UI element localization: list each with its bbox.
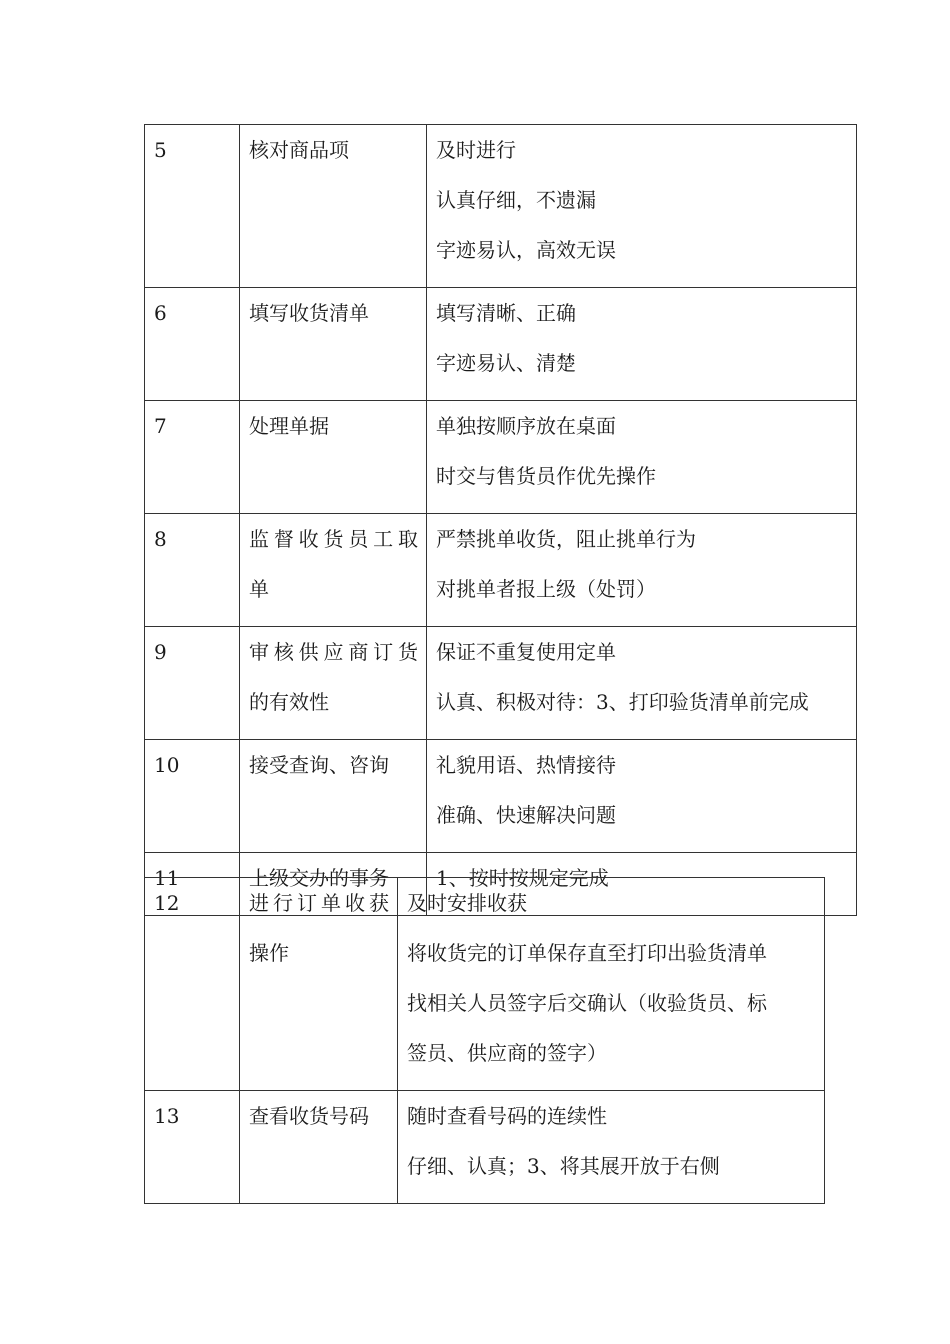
table-row bbox=[145, 878, 825, 1091]
duty-item-text: 进行订单收获 bbox=[249, 891, 389, 915]
requirement-text: 认真仔细，不遗漏 bbox=[436, 188, 596, 212]
row-number: 7 bbox=[154, 414, 167, 438]
requirement-text: 仔细、认真；3、将其展开放于右侧 bbox=[407, 1154, 720, 1178]
requirement-text: 及时安排收获 bbox=[407, 891, 527, 915]
row-number: 10 bbox=[154, 753, 180, 777]
duty-item-text: 单 bbox=[249, 577, 269, 601]
table-row bbox=[145, 125, 857, 288]
requirement-text: 字迹易认，高效无误 bbox=[436, 238, 616, 262]
requirement-cell bbox=[398, 878, 825, 1091]
duty-item-text: 操作 bbox=[249, 941, 289, 965]
duty-table-part1 bbox=[144, 124, 857, 916]
table-row bbox=[145, 401, 857, 514]
requirement-text: 准确、快速解决问题 bbox=[436, 803, 616, 827]
duty-item-cell bbox=[240, 401, 427, 514]
row-number: 5 bbox=[154, 138, 167, 162]
requirement-cell bbox=[427, 401, 857, 514]
row-number: 9 bbox=[154, 640, 167, 664]
row-number: 13 bbox=[154, 1104, 180, 1128]
duty-item-text: 查看收货号码 bbox=[249, 1104, 369, 1128]
requirement-text: 随时查看号码的连续性 bbox=[407, 1104, 607, 1128]
duty-item-cell bbox=[240, 740, 427, 853]
duty-item-cell bbox=[240, 878, 398, 1091]
row-number: 11 bbox=[154, 866, 180, 890]
requirement-cell bbox=[427, 125, 857, 288]
requirement-text: 签员、供应商的签字） bbox=[407, 1041, 607, 1065]
duty-item-text: 审核供应商订货 bbox=[249, 640, 418, 664]
row-number: 6 bbox=[154, 301, 167, 325]
requirement-cell bbox=[427, 514, 857, 627]
requirement-text: 礼貌用语、热情接待 bbox=[436, 753, 616, 777]
requirement-text: 严禁挑单收货，阻止挑单行为 bbox=[436, 527, 696, 551]
row-number-cell bbox=[145, 740, 240, 853]
table-row bbox=[145, 627, 857, 740]
row-number-cell bbox=[145, 288, 240, 401]
duty-table-part2 bbox=[144, 877, 825, 1204]
duty-item-text: 核对商品项 bbox=[249, 138, 349, 162]
requirement-cell bbox=[427, 627, 857, 740]
duty-item-cell bbox=[240, 288, 427, 401]
duty-item-text: 上级交办的事务 bbox=[249, 866, 389, 890]
requirement-cell bbox=[427, 288, 857, 401]
duty-item-text: 填写收货清单 bbox=[249, 301, 369, 325]
requirement-text: 保证不重复使用定单 bbox=[436, 640, 616, 664]
requirement-text: 1、按时按规定完成 bbox=[436, 866, 609, 890]
row-number: 8 bbox=[154, 527, 167, 551]
requirement-text: 对挑单者报上级（处罚） bbox=[436, 577, 656, 601]
table-row bbox=[145, 288, 857, 401]
requirement-text: 单独按顺序放在桌面 bbox=[436, 414, 616, 438]
duty-item-cell bbox=[240, 627, 427, 740]
duty-item-cell bbox=[240, 514, 427, 627]
table-row bbox=[145, 740, 857, 853]
duty-item-text: 的有效性 bbox=[249, 690, 329, 714]
row-number-cell bbox=[145, 627, 240, 740]
requirement-cell bbox=[427, 740, 857, 853]
row-number-cell bbox=[145, 514, 240, 627]
row-number-cell bbox=[145, 878, 240, 1091]
duty-item-cell bbox=[240, 1091, 398, 1204]
duty-item-cell bbox=[240, 125, 427, 288]
row-number-cell bbox=[145, 1091, 240, 1204]
requirement-text: 认真、积极对待：3、打印验货清单前完成 bbox=[436, 690, 809, 714]
requirement-text: 时交与售货员作优先操作 bbox=[436, 464, 656, 488]
requirement-cell bbox=[398, 1091, 825, 1204]
row-number: 12 bbox=[154, 891, 180, 915]
requirement-text: 字迹易认、清楚 bbox=[436, 351, 576, 375]
requirement-text: 及时进行 bbox=[436, 138, 516, 162]
row-number-cell bbox=[145, 401, 240, 514]
row-number-cell bbox=[145, 125, 240, 288]
duty-item-text: 处理单据 bbox=[249, 414, 329, 438]
duty-item-text: 接受查询、咨询 bbox=[249, 753, 389, 777]
duty-item-text: 监督收货员工取 bbox=[249, 527, 418, 551]
requirement-text: 填写清晰、正确 bbox=[436, 301, 576, 325]
requirement-text: 找相关人员签字后交确认（收验货员、标 bbox=[407, 991, 767, 1015]
table-row bbox=[145, 514, 857, 627]
table-row bbox=[145, 1091, 825, 1204]
requirement-text: 将收货完的订单保存直至打印出验货清单 bbox=[407, 941, 767, 965]
